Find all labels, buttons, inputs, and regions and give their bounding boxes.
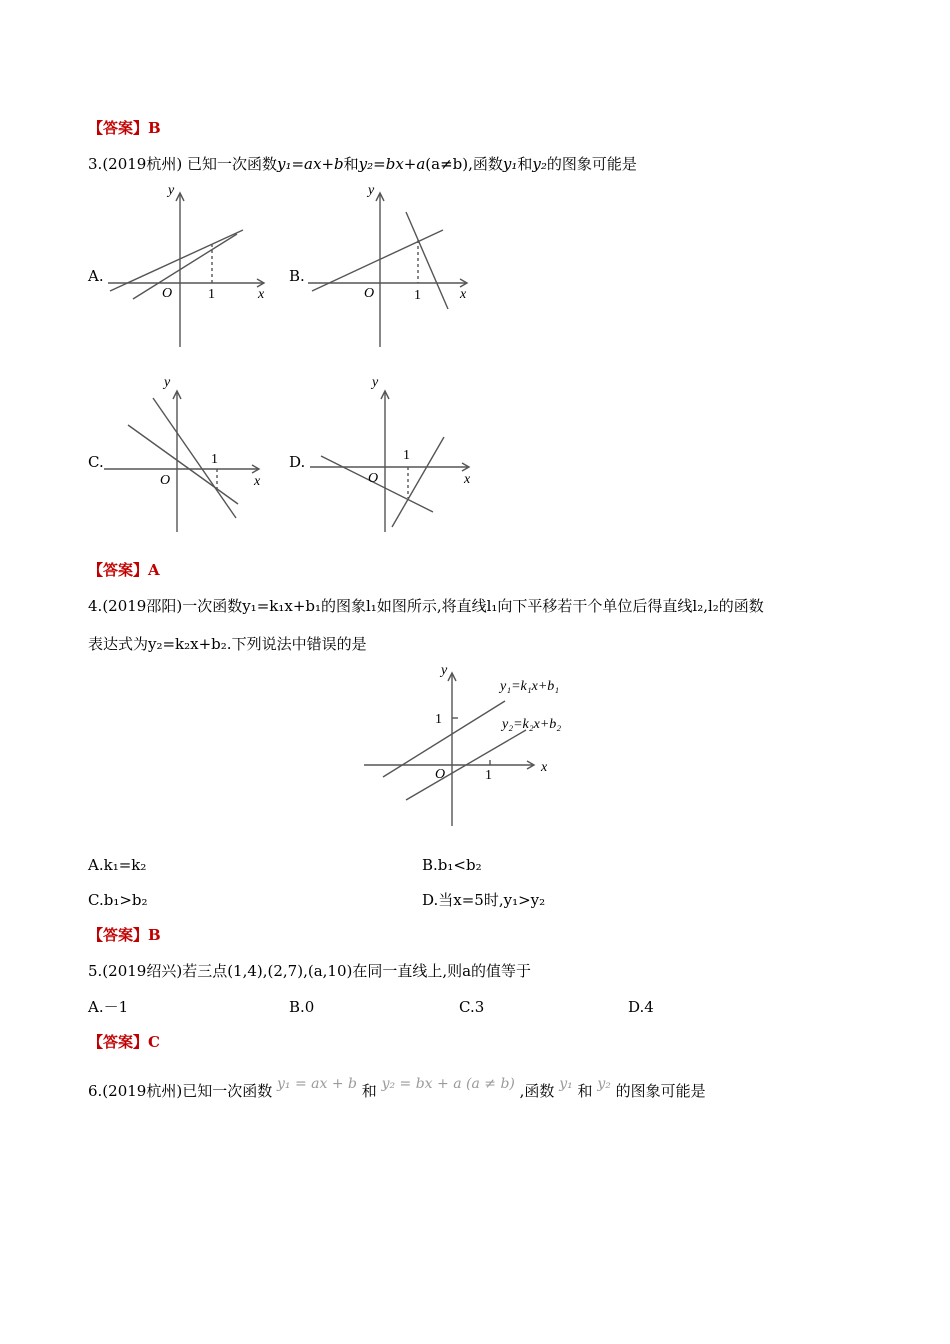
origin-label: O — [160, 473, 171, 488]
tick-label-1: 1 — [208, 287, 215, 302]
q3-option-a: A. — [88, 267, 104, 285]
line-y2 — [133, 234, 237, 299]
q4-option-b: B.b₁<b₂ — [422, 856, 482, 874]
origin-label: O — [162, 286, 173, 301]
answer-q3: 【答案】A — [88, 561, 160, 579]
y-label: y — [441, 663, 448, 678]
tick-label-1: 1 — [211, 452, 218, 467]
question-5: 5.(2019绍兴)若三点(1,4),(2,7),(a,10)在同一直线上,则a的值等于 — [88, 962, 532, 980]
tick-label-1: 1 — [403, 448, 410, 463]
q5-option-a: A.－1 — [88, 998, 129, 1016]
question-4-line2: 表达式为y₂=k₂x+b₂.下列说法中错误的是 — [88, 635, 367, 653]
x-label: x — [541, 760, 548, 775]
line-y1 — [110, 230, 243, 291]
y-label: y — [168, 183, 175, 198]
l2-label: y₂=k₂x+b₂ — [502, 717, 562, 732]
origin-label: O — [364, 286, 375, 301]
line-y1 — [128, 425, 238, 504]
l1-label: y₁=k₁x+b₁ — [500, 679, 560, 694]
q5-option-b: B.0 — [289, 998, 315, 1016]
graph-d — [300, 372, 480, 537]
question-6: 6.(2019杭州)已知一次函数 y₁ = ax + b 和 y₂ = bx + a (a ≠ b) ,函数 y₁ 和 y₂ 的图象可能是 — [88, 1076, 706, 1100]
x-label: x — [460, 287, 467, 302]
q3-option-c: C. — [88, 453, 104, 471]
y-label: y — [368, 183, 375, 198]
x-label: x — [258, 287, 265, 302]
origin-label: O — [368, 471, 379, 486]
line-y2 — [406, 212, 448, 309]
question-4: 4.(2019邵阳)一次函数y₁=k₁x+b₁的图象l₁如图所示,将直线l₁向下平移若干个单位后得直线l₂,l₂的函数 — [88, 597, 764, 615]
question-3: 3.(2019杭州) 已知一次函数y₁=ax+b和y₂=bx+a(a≠b),函数y₁和y₂的图象可能是 — [88, 155, 637, 173]
line-y1 — [312, 230, 443, 291]
q4-option-d: D.当x=5时,y₁>y₂ — [422, 891, 546, 909]
graph-a — [100, 182, 280, 354]
y-label: y — [164, 375, 171, 390]
q3-option-d: D. — [289, 453, 306, 471]
y-label: y — [372, 375, 379, 390]
origin-label: O — [435, 767, 446, 782]
answer-q5: 【答案】C — [88, 1033, 160, 1051]
tick-label-1: 1 — [414, 288, 421, 303]
line-y2 — [392, 437, 444, 527]
q5-option-d: D.4 — [628, 998, 654, 1016]
line-y2 — [153, 398, 236, 518]
q4-option-a: A.k₁=k₂ — [88, 856, 147, 874]
answer-q2: 【答案】B — [88, 119, 161, 137]
graph-b — [300, 182, 480, 354]
x-tick-1: 1 — [485, 768, 492, 783]
y-tick-1: 1 — [435, 712, 442, 727]
q5-option-c: C.3 — [459, 998, 485, 1016]
q3-option-b: B. — [289, 267, 305, 285]
x-label: x — [464, 472, 471, 487]
answer-q4: 【答案】B — [88, 926, 161, 944]
graph-c — [100, 372, 280, 537]
x-label: x — [254, 474, 261, 489]
q4-option-c: C.b₁>b₂ — [88, 891, 148, 909]
graph-q4 — [360, 660, 600, 832]
